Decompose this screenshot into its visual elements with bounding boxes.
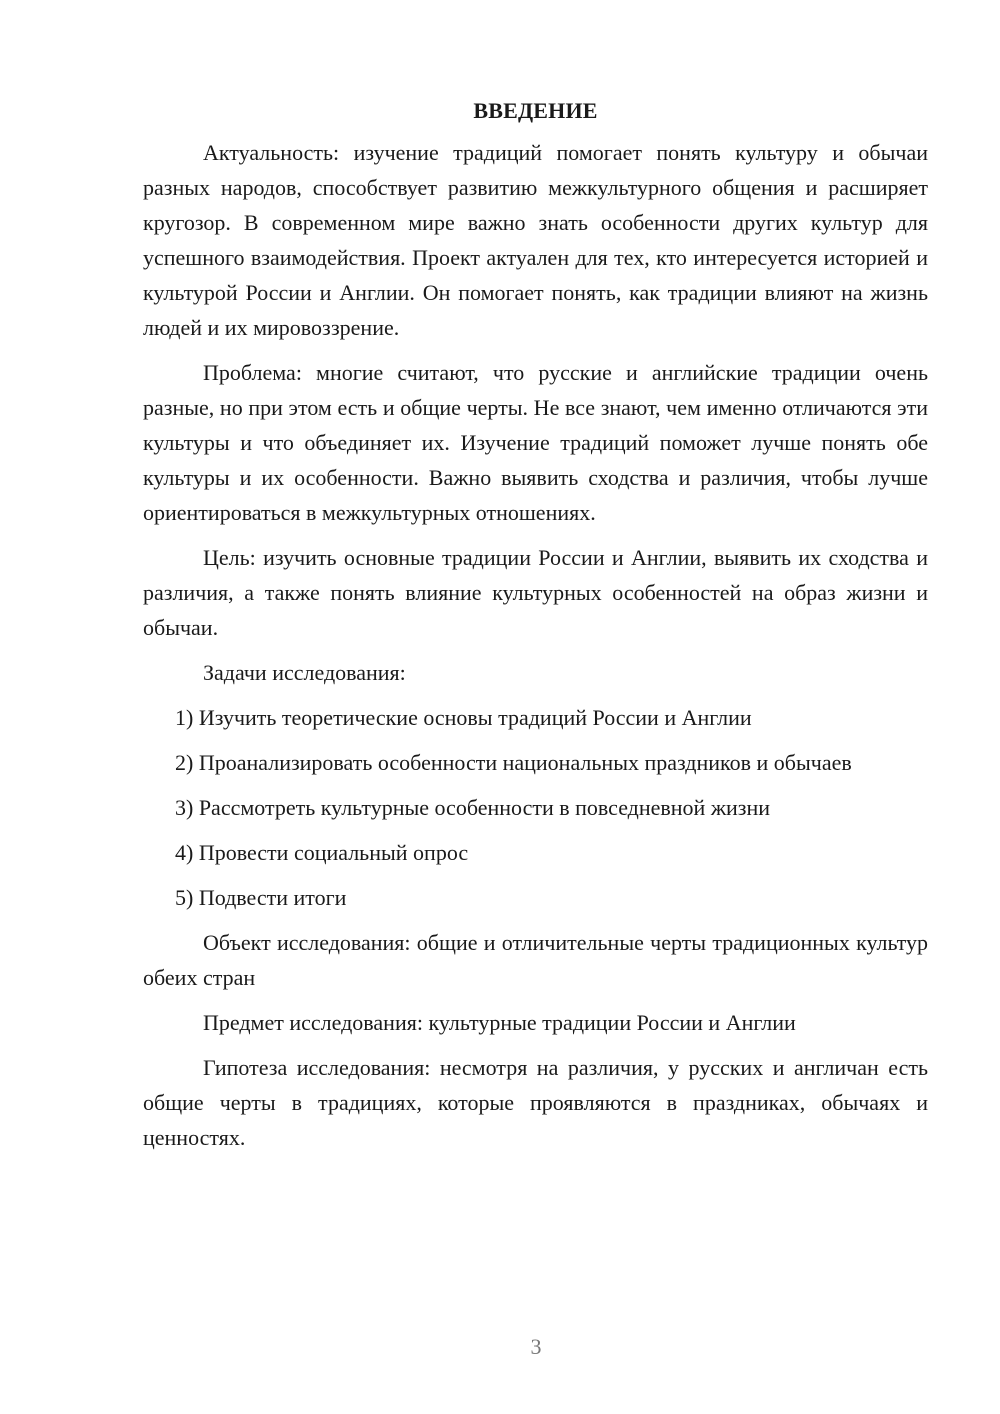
problem-paragraph: Проблема: многие считают, что русские и английские традиции очень разные, но при этом есть и общие черты. Не все знают, чем именно отличаются эти культуры и что объединяет их. Изучение традиций поможет лучше понять обе культуры и их особенности. Важно выявить сходства и различия, чтобы лучше ориентироваться в межкультурных отношениях. bbox=[143, 360, 928, 525]
task-item-3: 3) Рассмотреть культурные особенности в повседневной жизни bbox=[175, 795, 771, 820]
task-item-5: 5) Подвести итоги bbox=[175, 885, 347, 910]
relevance-paragraph: Актуальность: изучение традиций помогает понять культуру и обычаи разных народов, способствует развитию межкультурного общения и расширяет кругозор. В современном мире важно знать особенности других культур для успешного взаимодействия. Проект актуален для тех, кто интересуется историей и культурой России и Англии. Он помогает понять, как традиции влияют на жизнь людей и их мировоззрение. bbox=[143, 140, 928, 340]
subject-paragraph: Предмет исследования: культурные традиции России и Англии bbox=[203, 1010, 796, 1035]
task-item-2: 2) Проанализировать особенности национальных праздников и обычаев bbox=[175, 750, 852, 775]
task-item-4: 4) Провести социальный опрос bbox=[175, 840, 469, 865]
object-paragraph: Объект исследования: общие и отличительные черты традиционных культур обеих стран bbox=[143, 930, 928, 990]
page-title: ВВЕДЕНИЕ bbox=[473, 98, 598, 123]
tasks-heading: Задачи исследования: bbox=[203, 660, 406, 685]
task-item-1: 1) Изучить теоретические основы традиций России и Англии bbox=[175, 705, 752, 730]
document-page bbox=[143, 96, 928, 1155]
page-number: 3 bbox=[530, 1334, 542, 1359]
hypothesis-paragraph: Гипотеза исследования: несмотря на различия, у русских и англичан есть общие черты в традициях, которые проявляются в праздниках, обычаях и ценностях. bbox=[143, 1055, 928, 1150]
goal-paragraph: Цель: изучить основные традиции России и Англии, выявить их сходства и различия, а также понять влияние культурных особенностей на образ жизни и обычаи. bbox=[143, 545, 928, 640]
